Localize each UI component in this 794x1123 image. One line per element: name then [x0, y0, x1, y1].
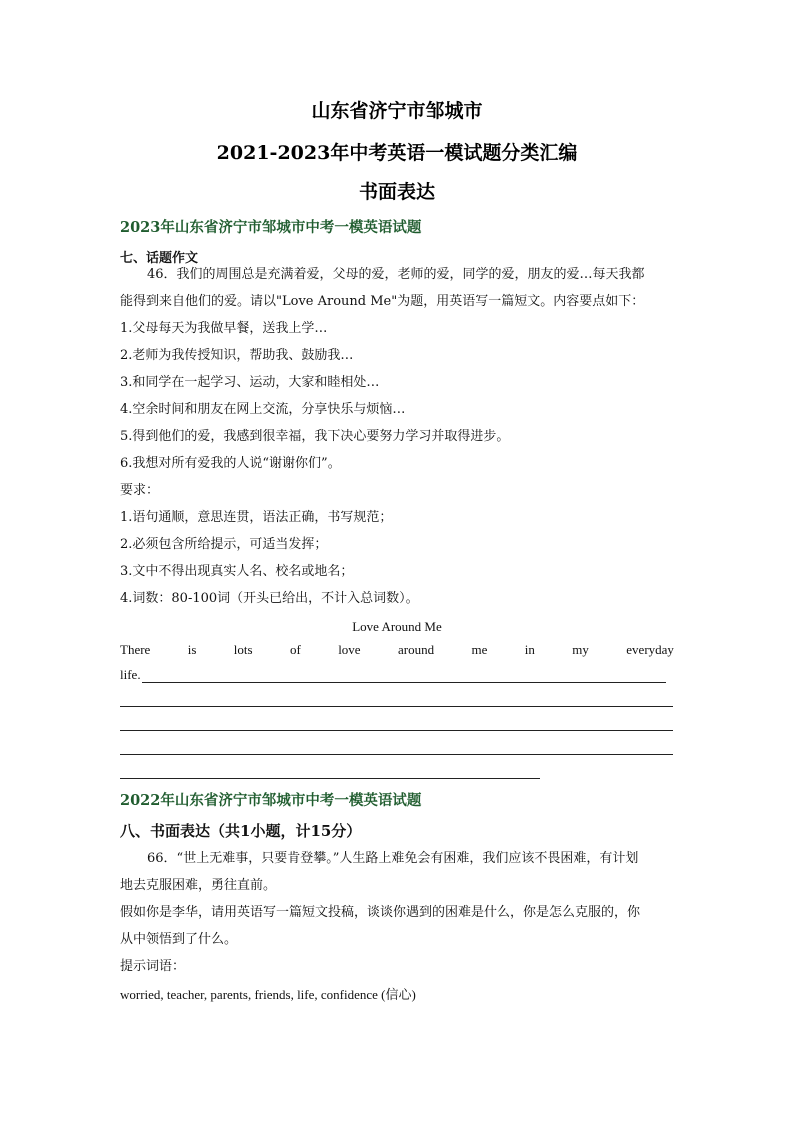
opening-word: of	[289, 642, 301, 657]
section-heading-2022: 2022年山东省济宁市邹城市中考一模英语试题	[120, 792, 422, 809]
opening-word: in	[524, 642, 535, 657]
section-heading-2023: 2023年山东省济宁市邹城市中考一模英语试题	[120, 219, 422, 236]
task-line1: 假如你是李华，请用英语写一篇短文投稿，谈谈你遇到的困难是什么，你是怎么克服的，你	[120, 905, 641, 920]
opening-word: around	[397, 642, 435, 657]
opening-word: love	[338, 642, 361, 657]
opening-word: me	[471, 642, 488, 657]
essay-opening-line	[120, 642, 674, 658]
document-title-years: 2021-2023年中考英语一模试题分类汇编	[216, 142, 578, 164]
requirements-label: 要求：	[120, 483, 160, 498]
requirement-item: 4.词数：80-100词（开头已给出，不计入总词数）。	[120, 591, 419, 606]
content-point: 1.父母每天为我做早餐，送我上学…	[120, 321, 328, 336]
part-label-topic-essay: 七、话题作文	[120, 251, 199, 266]
answer-line	[120, 706, 673, 707]
opening-word: everyday	[626, 642, 674, 657]
question-66-line2: 地去克服困难，勇往直前。	[120, 878, 277, 893]
requirement-item: 3.文中不得出现真实人名、校名或地名；	[120, 564, 354, 579]
document-title-region: 山东省济宁市邹城市	[311, 100, 483, 122]
content-point: 6.我想对所有爱我的人说“谢谢你们”。	[120, 456, 341, 471]
question-46-line1: 46．我们的周围总是充满着爱，父母的爱，老师的爱，同学的爱，朋友的爱…每天我都	[147, 267, 645, 282]
answer-line	[142, 682, 666, 683]
opening-word: my	[572, 642, 589, 657]
task-line2: 从中领悟到了什么。	[120, 932, 238, 947]
content-point: 5.得到他们的爱，我感到很幸福，我下决心要努力学习并取得进步。	[120, 429, 510, 444]
opening-word: There	[120, 642, 151, 657]
content-point: 2.老师为我传授知识，帮助我、鼓励我…	[120, 348, 354, 363]
document-title-topic: 书面表达	[358, 181, 435, 203]
question-66-line1: 66．“世上无难事，只要肯登攀。”人生路上难免会有困难，我们应该不畏困难，有计划	[147, 851, 639, 866]
answer-line	[120, 778, 540, 779]
content-point: 4.空余时间和朋友在网上交流，分享快乐与烦恼…	[120, 402, 406, 417]
part-label-writing: 八、书面表达（共1小题，计15分）	[120, 822, 362, 840]
opening-word: is	[187, 642, 197, 657]
hint-label: 提示词语：	[120, 959, 186, 974]
answer-line	[120, 754, 673, 755]
content-point: 3.和同学在一起学习、运动，大家和睦相处…	[120, 375, 380, 390]
requirement-item: 2.必须包含所给提示，可适当发挥；	[120, 537, 328, 552]
hint-words: worried, teacher, parents, friends, life, confidence (信心)	[120, 987, 416, 1002]
answer-line	[120, 730, 673, 731]
question-46-line2: 能得到来自他们的爱。请以"Love Around Me"为题，用英语写一篇短文。内容要点如下：	[120, 294, 645, 309]
essay-opening-end: life.	[120, 667, 141, 682]
opening-word: lots	[233, 642, 253, 657]
requirement-item: 1.语句通顺，意思连贯，语法正确，书写规范；	[120, 510, 393, 525]
essay-title: Love Around Me	[352, 619, 442, 634]
